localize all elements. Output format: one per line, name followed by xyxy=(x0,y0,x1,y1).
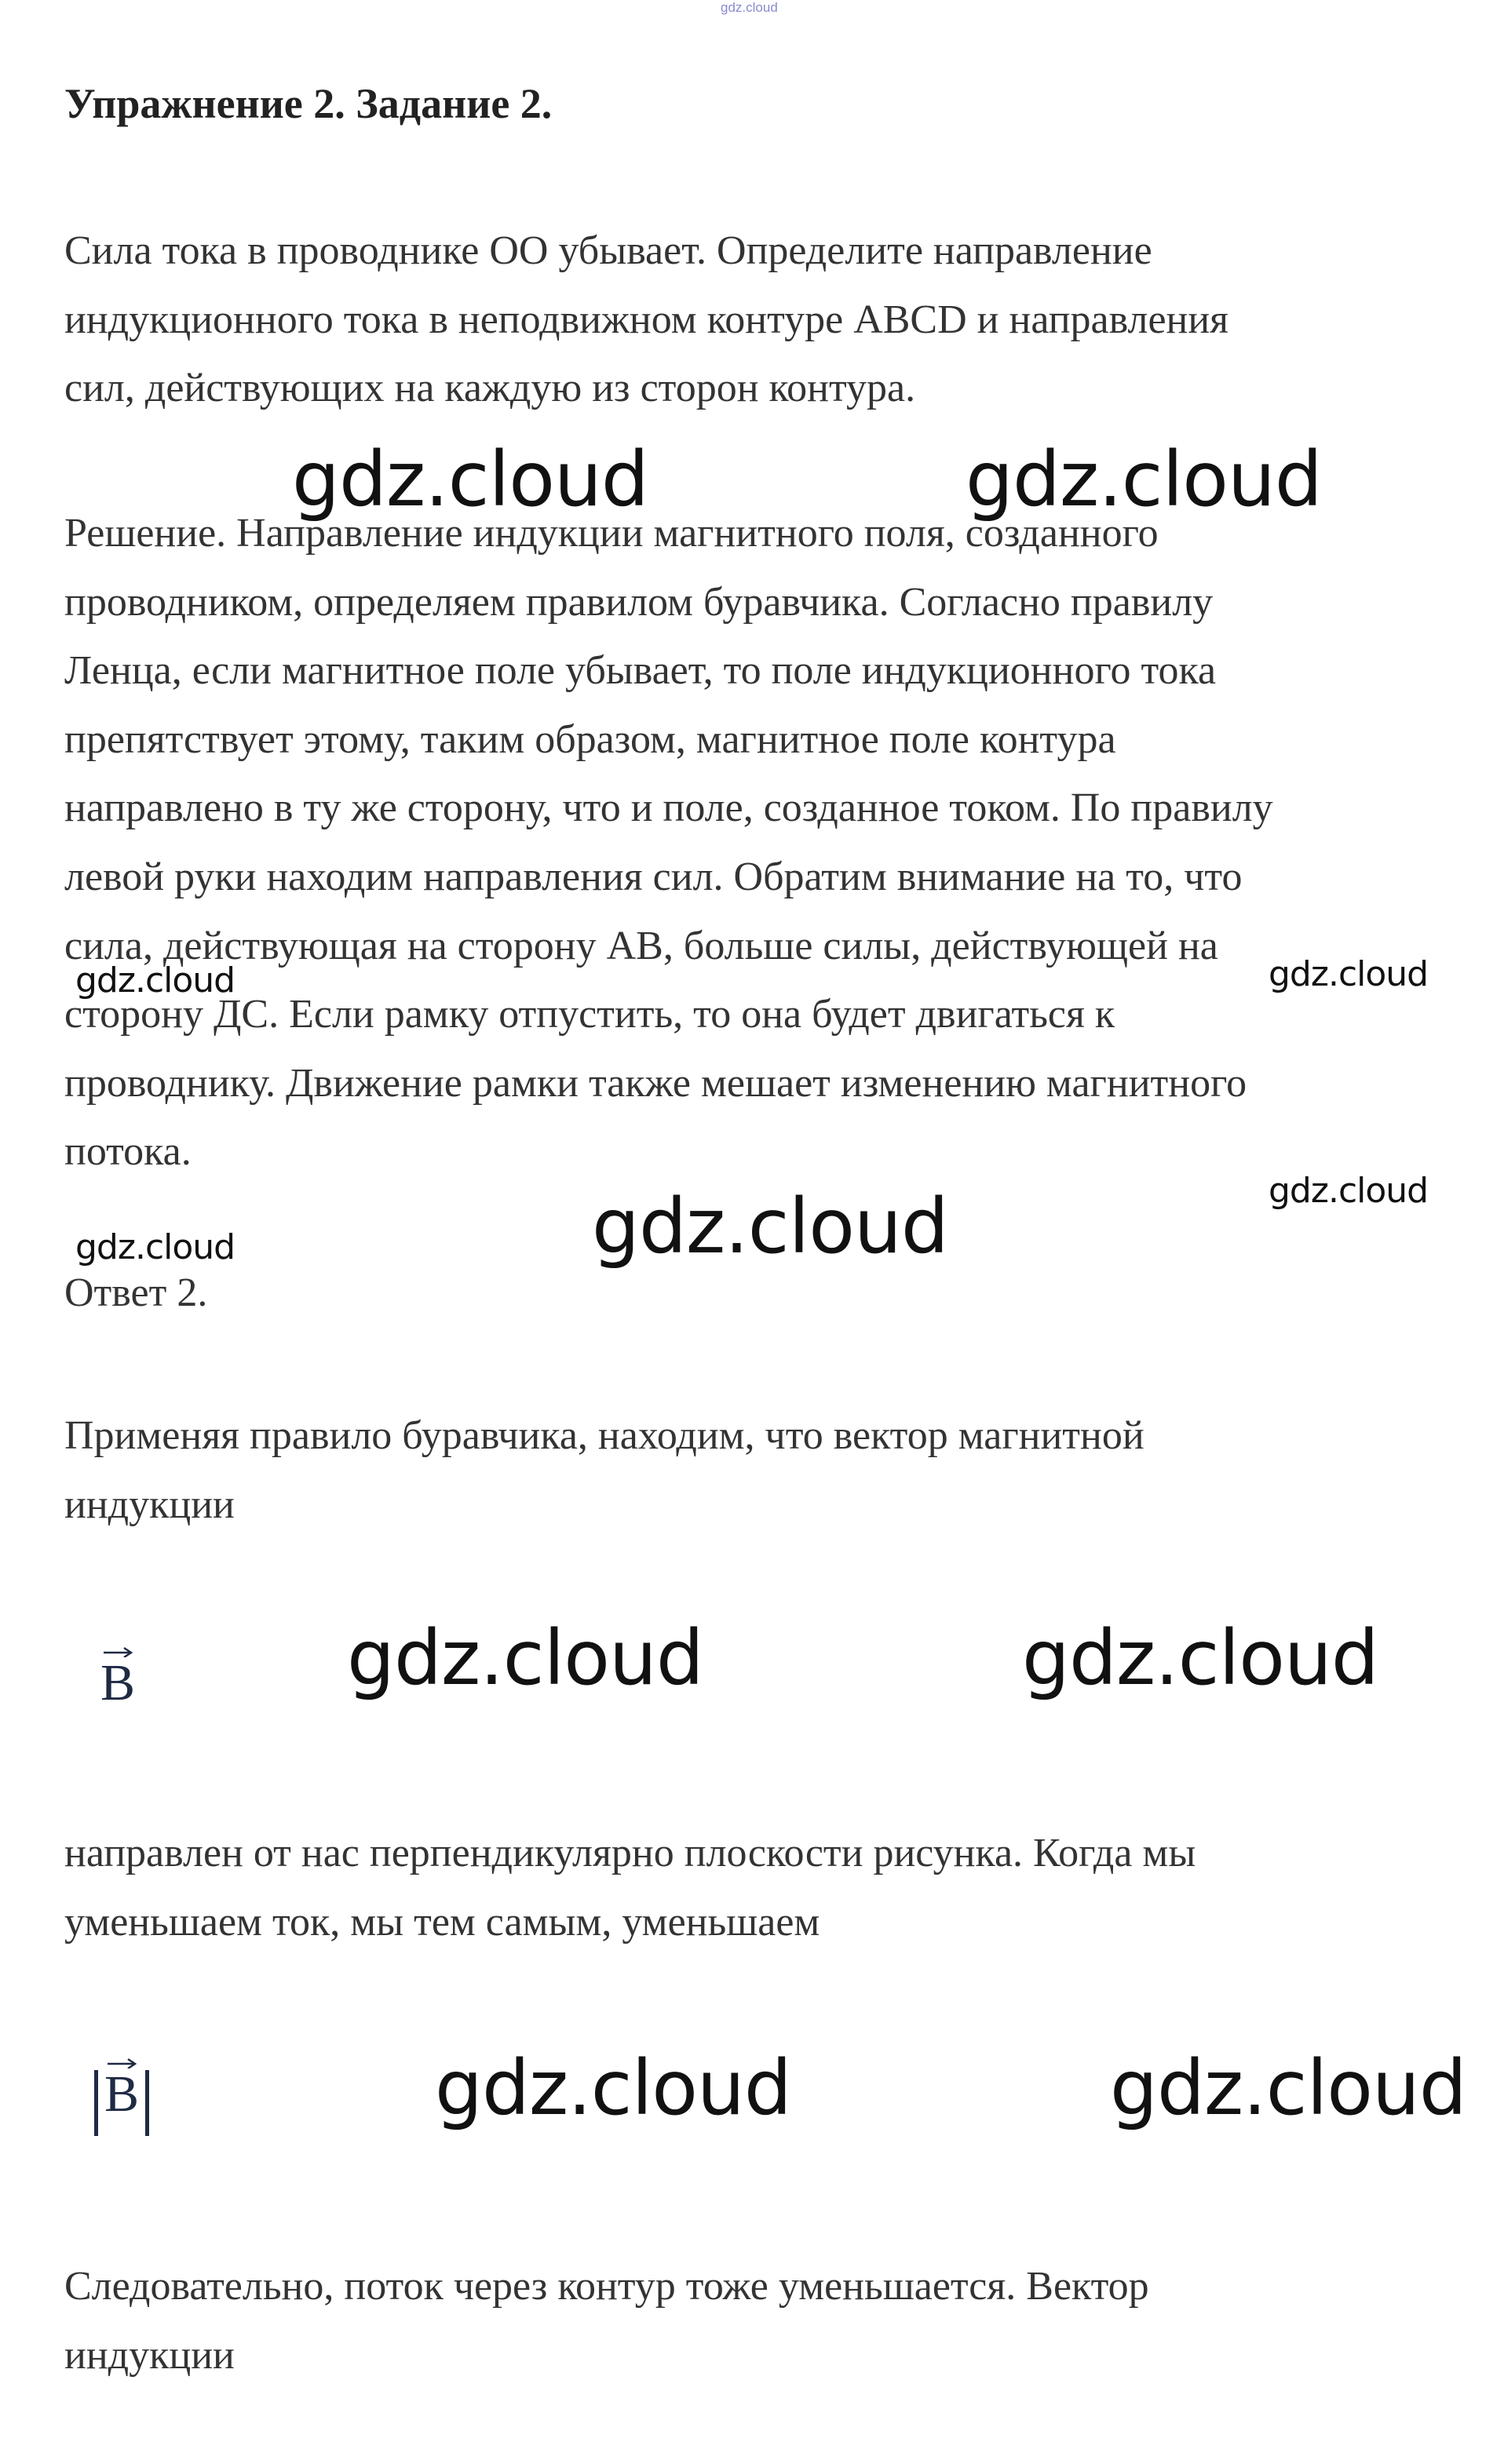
solution-line: сторону ДС. Если рамку отпустить, то она будет двигаться к xyxy=(64,992,1115,1037)
abs-vector-b-letter: B xyxy=(104,2065,140,2123)
watermark: gdz.cloud xyxy=(75,960,235,1001)
watermark: gdz.cloud xyxy=(435,2044,791,2132)
solution-line: потока. xyxy=(64,1129,192,1175)
abs-right-bar xyxy=(145,2070,149,2136)
task-line: индукционного тока в неподвижном контуре ABCD и направления xyxy=(64,297,1229,342)
watermark: gdz.cloud xyxy=(75,1227,235,1267)
task-line: Сила тока в проводнике ОО убывает. Определите направление xyxy=(64,228,1152,273)
watermark: gdz.cloud xyxy=(1269,1171,1429,1211)
consequently-line: Следовательно, поток через контур тоже уменьшается. Вектор xyxy=(64,2264,1149,2309)
consequently-line: индукции xyxy=(64,2332,235,2378)
task-paragraph xyxy=(64,217,1462,423)
watermark: gdz.cloud xyxy=(1269,954,1429,994)
exercise-title: Упражнение 2. Задание 2. xyxy=(64,80,553,127)
solution-line: препятствует этому, таким образом, магнитное поле контура xyxy=(64,716,1116,762)
watermark: gdz.cloud xyxy=(292,436,648,523)
watermark: gdz.cloud xyxy=(966,436,1322,523)
abs-left-bar xyxy=(94,2070,98,2136)
vector-arrow-icon xyxy=(102,1646,133,1657)
vector-b-letter: B xyxy=(100,1654,136,1711)
direction-line: направлен от нас перпендикулярно плоскости рисунка. Когда мы xyxy=(64,1831,1196,1875)
solution-line: Решение. Направление индукции магнитного поля, созданного xyxy=(64,511,1159,556)
solution-paragraph xyxy=(64,499,1462,1186)
watermark: gdz.cloud xyxy=(347,1614,703,1702)
direction-line: уменьшаем ток, мы тем самым, уменьшаем xyxy=(64,1899,820,1945)
watermark: gdz.cloud xyxy=(1022,1614,1378,1702)
task-line: сил, действующих на каждую из сторон контура. xyxy=(64,366,916,411)
solution-line: проводником, определяем правилом буравчика. Согласно правилу xyxy=(64,579,1214,625)
solution-line: сила, действующая на сторону АВ, больше силы, действующей на xyxy=(64,923,1218,968)
apply-line: индукции xyxy=(64,1482,235,1527)
apply-paragraph xyxy=(64,1401,1462,1539)
watermark: gdz.cloud xyxy=(592,1183,948,1270)
site-mark: gdz.cloud xyxy=(721,0,778,15)
answer-line: Ответ 2. xyxy=(64,1270,208,1315)
abs-vector-b-formula xyxy=(88,2065,155,2141)
solution-line: левой руки находим направления сил. Обратим внимание на то, что xyxy=(64,854,1243,899)
vector-b-formula xyxy=(100,1654,136,1711)
solution-line: Ленца, если магнитное поле убывает, то поле индукционного тока xyxy=(64,648,1217,694)
consequently-paragraph xyxy=(64,2252,1462,2389)
vector-b-symbol xyxy=(100,1654,136,1711)
abs-vector-b-symbol xyxy=(104,2065,140,2123)
solution-line: направлено в ту же сторону, что и поле, созданное током. По правилу xyxy=(64,785,1273,831)
apply-line: Применяя правило буравчика, находим, что вектор магнитной xyxy=(64,1413,1144,1458)
vector-arrow-icon xyxy=(106,2058,137,2069)
direction-paragraph xyxy=(64,1819,1462,1956)
watermark: gdz.cloud xyxy=(1110,2044,1466,2132)
solution-line: проводнику. Движение рамки также мешает изменению магнитного xyxy=(64,1060,1247,1106)
